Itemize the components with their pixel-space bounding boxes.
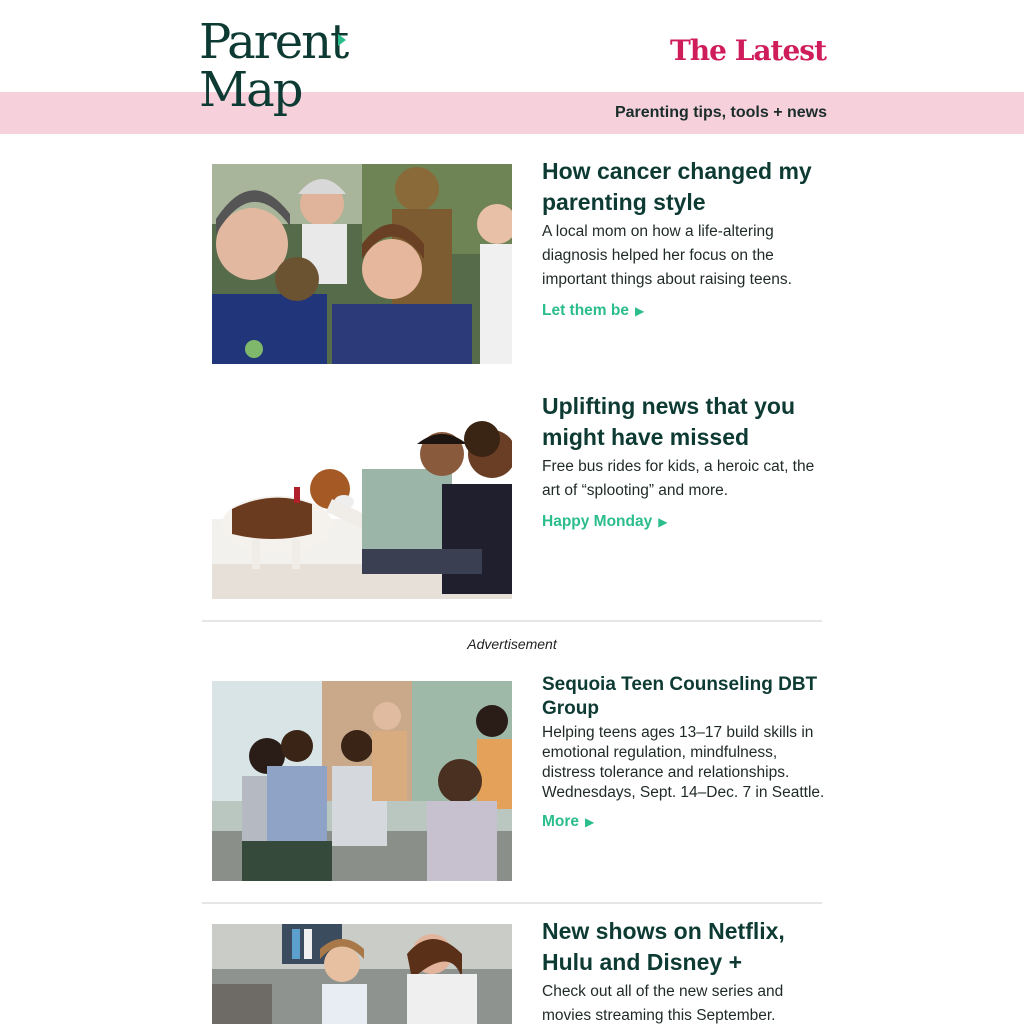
section-divider xyxy=(202,902,822,904)
dog-family-photo-graphic xyxy=(212,399,512,599)
ad-title[interactable]: Sequoia Teen Counseling DBT Group xyxy=(542,674,818,719)
article-description: A local mom on how a life-altering diagnosis helped her focus on the important things about raising teens. xyxy=(542,223,792,288)
article-text xyxy=(542,391,827,531)
advertisement-label: Advertisement xyxy=(467,636,557,652)
arrow-right-icon: ▶ xyxy=(585,815,595,829)
logo-line-1: Parent xyxy=(199,14,348,70)
ad-cta-link[interactable] xyxy=(542,813,594,831)
arrow-right-icon: ▶ xyxy=(634,304,645,318)
article-title[interactable]: How cancer changed my parenting style xyxy=(542,158,812,215)
section-title: The Latest xyxy=(669,34,826,67)
tv-family-photo-graphic xyxy=(212,924,512,1024)
article-cta-link[interactable] xyxy=(542,302,644,320)
article-image[interactable] xyxy=(212,924,512,1024)
cta-label: Happy Monday xyxy=(542,513,653,530)
article-image[interactable] xyxy=(212,399,512,599)
article-image[interactable] xyxy=(212,164,512,364)
article-title[interactable]: Uplifting news that you might have missed xyxy=(542,393,795,450)
ad-text xyxy=(542,673,827,831)
logo-play-icon xyxy=(338,34,346,46)
article-title[interactable]: New shows on Netflix, Hulu and Disney + xyxy=(542,918,785,975)
parentmap-logo[interactable] xyxy=(199,16,359,120)
article-text xyxy=(542,916,827,1028)
ad-description: Helping teens ages 13–17 build skills in emotional regulation, mindfulness, distress tolerance and relationships. Wednesdays, Sept. 14–Dec. 7 in Seattle. xyxy=(542,724,825,801)
arrow-right-icon: ▶ xyxy=(658,515,668,529)
section-divider xyxy=(202,620,822,622)
ad-image[interactable] xyxy=(212,681,512,881)
cta-label: Let them be xyxy=(542,302,629,319)
logo-line-2: Map xyxy=(199,62,302,118)
teen-group-photo-graphic xyxy=(212,681,512,881)
tagline: Parenting tips, tools + news xyxy=(614,104,827,121)
family-photo-graphic xyxy=(212,164,512,364)
tagline-bar xyxy=(0,92,1024,134)
article-description: Free bus rides for kids, a heroic cat, the art of “splooting” and more. xyxy=(542,458,815,499)
article-text xyxy=(542,156,827,320)
cta-label: More xyxy=(542,813,580,830)
article-cta-link[interactable] xyxy=(542,513,667,531)
article-description: Check out all of the new series and movies streaming this September. xyxy=(542,983,784,1024)
